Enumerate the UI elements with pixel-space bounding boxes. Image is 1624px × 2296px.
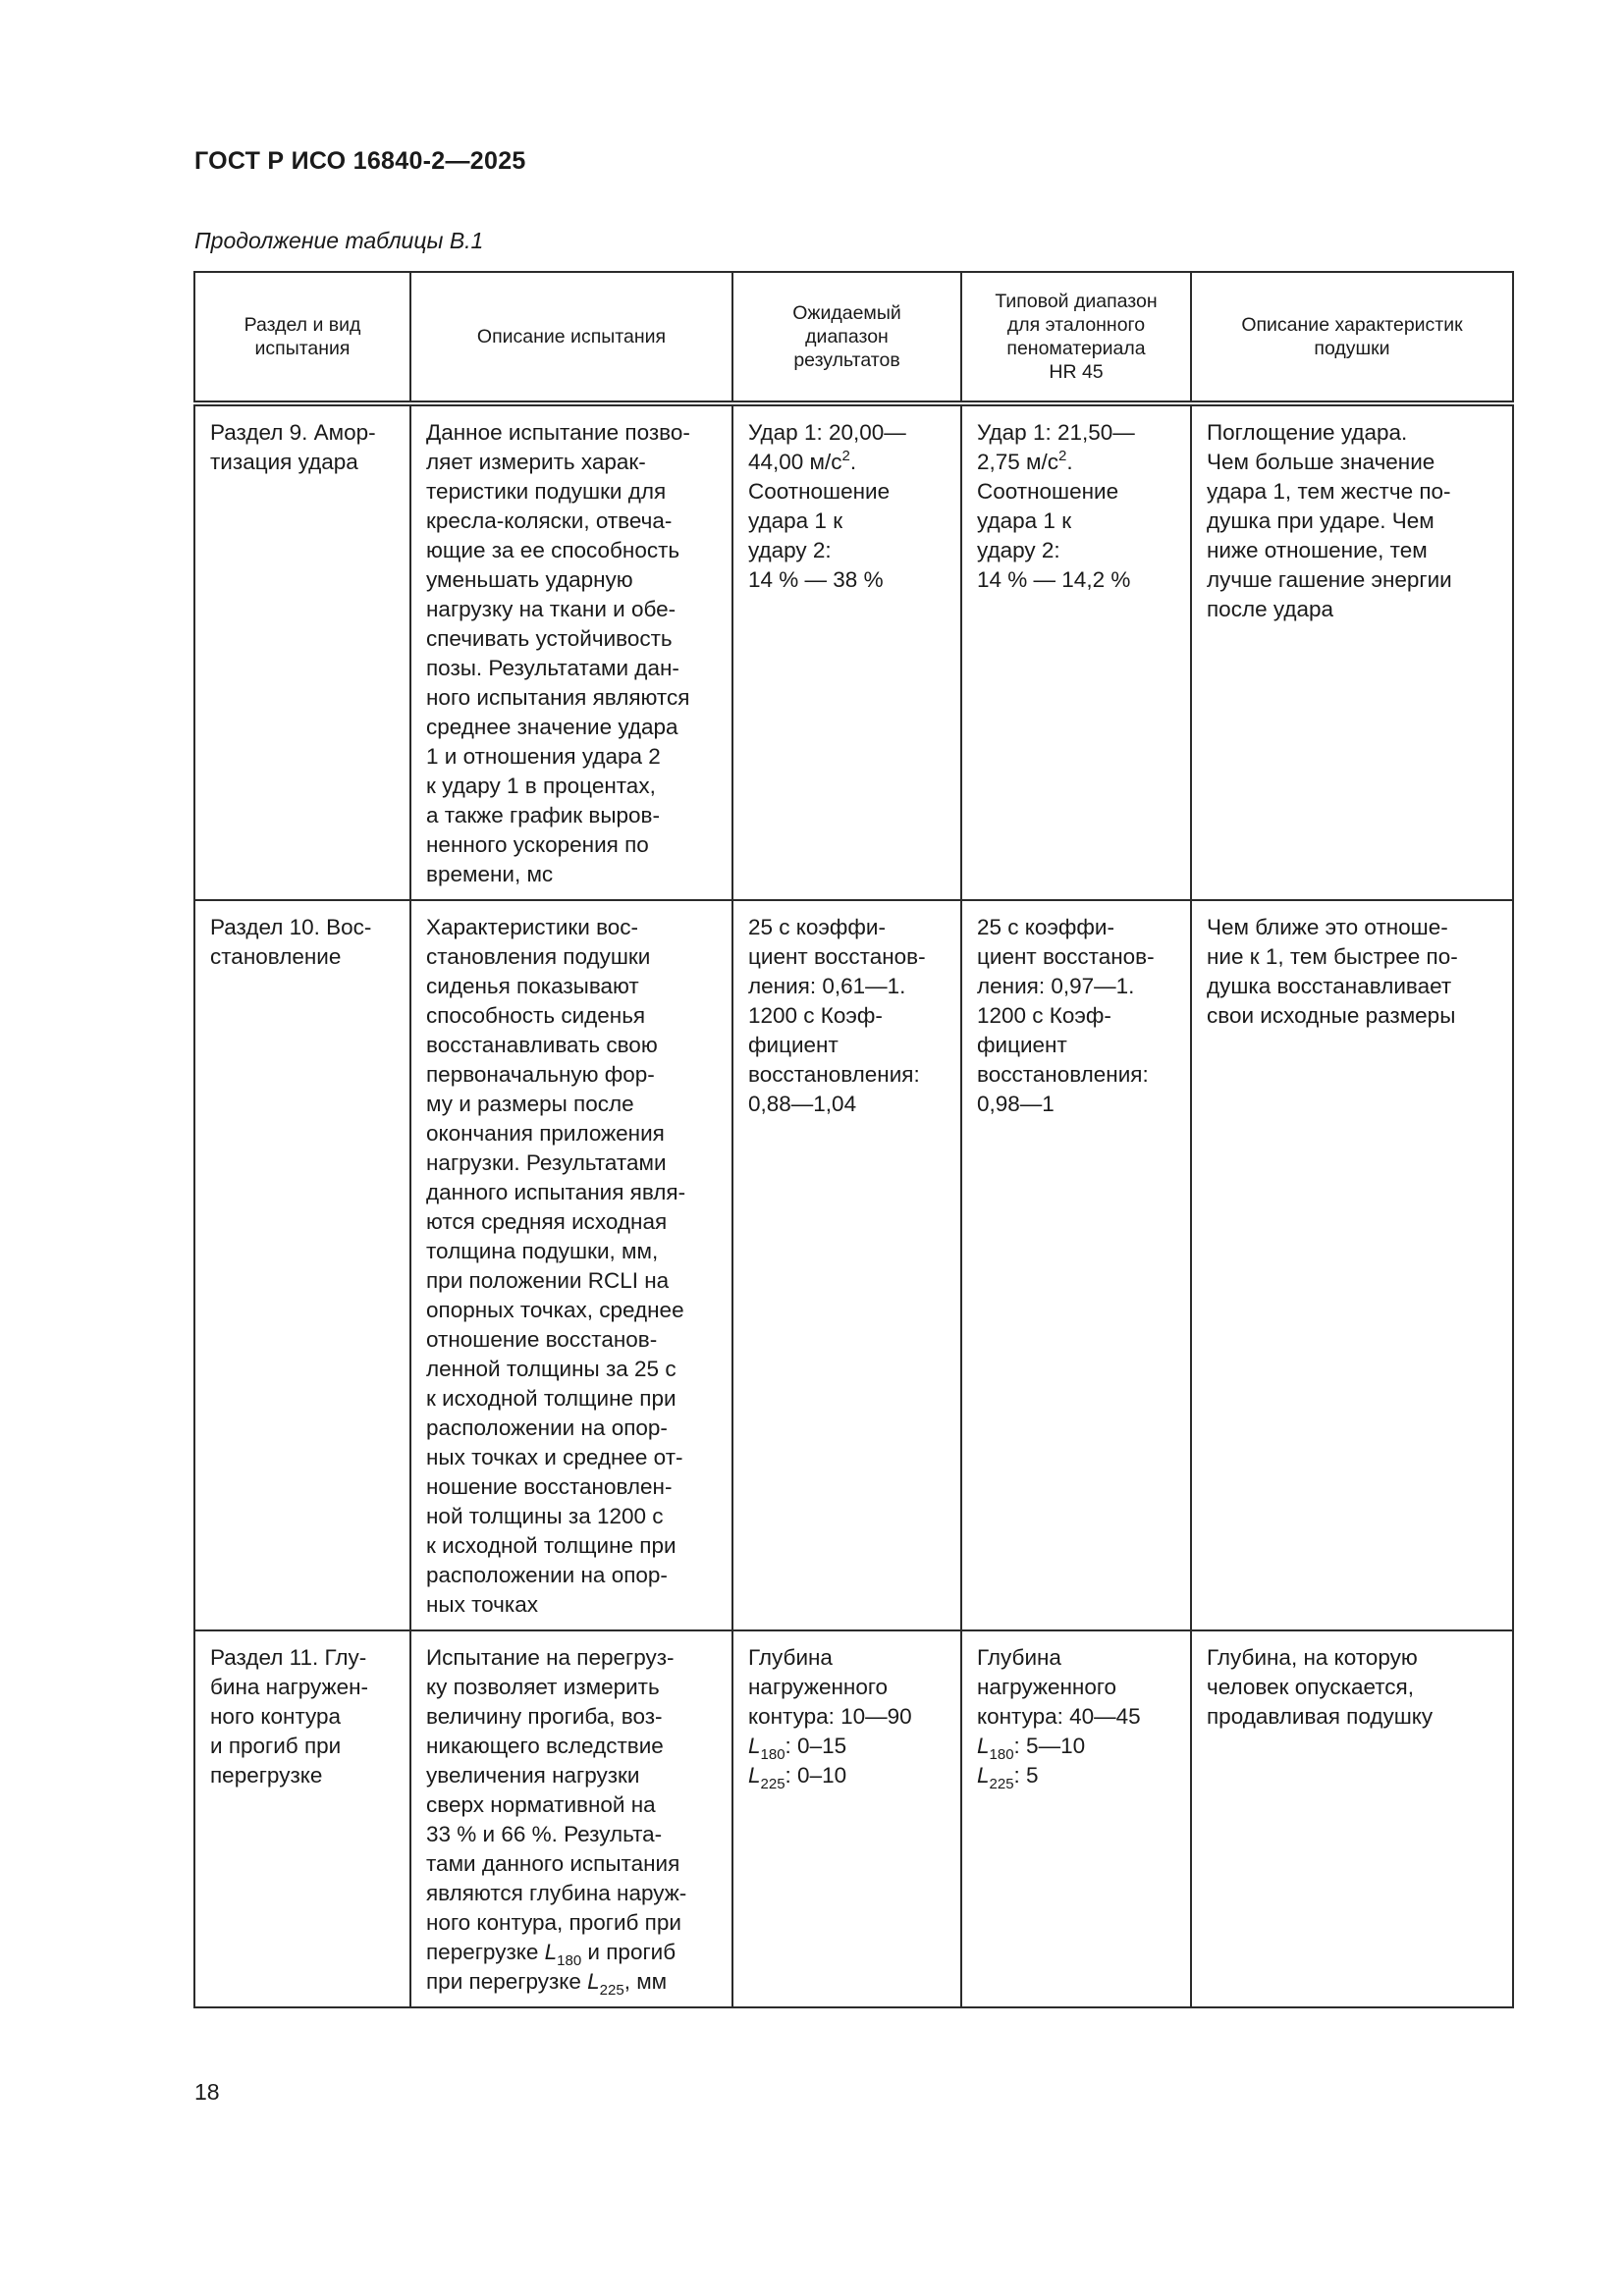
description-cell: Испытание на перегруз- ку позволяет измерить величину прогиба, воз- никающего вследствие увеличения нагрузки сверх нормативной на 33 % и 66 %. Результа- тами данного испытания являются глубина наруж- ного контура, прогиб при перегрузке $L_{180}$ и прогиб при перегрузке $L_{225}$, мм: [410, 1630, 732, 2007]
table-row: [194, 1630, 1513, 2007]
table-caption: Продолжение таблицы В.1: [194, 228, 484, 253]
description-cell: Данное испытание позво- ляет измерить харак- теристики подушки для кресла-коляски, отвеча- ющие за ее способность уменьшать ударную нагрузку на ткани и обе- спечивать устойчивость позы. Результатами дан- ного испытания являются среднее значение удара 1 и отношения удара 2 к удару 1 в процентах, а также график выров- ненного ускорения по времени, мс: [410, 403, 732, 900]
expected-range-cell: Удар 1: 20,00— 44,00 $м/с^2$. Соотношение удара 1 к удару 2: 14 % — 38 %: [732, 403, 961, 900]
page-number: 18: [194, 2079, 220, 2105]
expected-range-cell: Глубина нагруженного контура: 10—90 $L_{180}$: 0–15 $L_{225}$: 0–10: [732, 1630, 961, 2007]
characteristics-cell: Поглощение удара. Чем больше значение удара 1, тем жестче по- душка при ударе. Чем ниже отношение, тем лучше гашение энергии после удара: [1191, 403, 1513, 900]
column-header-typical-range: Типовой диапазон для эталонного пеноматериала HR 45: [961, 272, 1191, 403]
typical-range-cell: Глубина нагруженного контура: 40—45 $L_{180}$: 5—10 $L_{225}$: 5: [961, 1630, 1191, 2007]
column-header-expected-range: Ожидаемый диапазон результатов: [732, 272, 961, 403]
table-header-row: [194, 272, 1513, 403]
test-table: [193, 271, 1514, 2008]
column-header-characteristics: Описание характеристик подушки: [1191, 272, 1513, 403]
column-header-description: Описание испытания: [410, 272, 732, 403]
section-cell: Раздел 10. Вос- становление: [194, 900, 410, 1630]
document-header: ГОСТ Р ИСО 16840-2—2025: [194, 147, 526, 175]
column-header-section: Раздел и вид испытания: [194, 272, 410, 403]
expected-range-cell: 25 с коэффи- циент восстанов- ления: 0,61—1. 1200 с Коэф- фициент восстановления: 0,88—1,04: [732, 900, 961, 1630]
typical-range-cell: Удар 1: 21,50— 2,75 $м/с^2$. Соотношение удара 1 к удару 2: 14 % — 14,2 %: [961, 403, 1191, 900]
section-cell: Раздел 11. Глу- бина нагружен- ного контура и прогиб при перегрузке: [194, 1630, 410, 2007]
description-cell: Характеристики вос- становления подушки сиденья показывают способность сиденья восстанавливать свою первоначальную фор- му и размеры после окончания приложения нагрузки. Результатами данного испытания явля- ются средняя исходная толщина подушки, мм, при положении RCLI на опорных точках, среднее отношение восстанов- ленной толщины за 25 с к исходной толщине при расположении на опор- ных точках и среднее от- ношение восстановлен- ной толщины за 1200 с к исходной толщине при расположении на опор- ных точках: [410, 900, 732, 1630]
section-cell: Раздел 9. Амор- тизация удара: [194, 403, 410, 900]
typical-range-cell: 25 с коэффи- циент восстанов- ления: 0,97—1. 1200 с Коэф- фициент восстановления: 0,98—1: [961, 900, 1191, 1630]
table-row: [194, 900, 1513, 1630]
characteristics-cell: Чем ближе это отноше- ние к 1, тем быстрее по- душка восстанавливает свои исходные размеры: [1191, 900, 1513, 1630]
characteristics-cell: Глубина, на которую человек опускается, продавливая подушку: [1191, 1630, 1513, 2007]
table-row: [194, 403, 1513, 900]
